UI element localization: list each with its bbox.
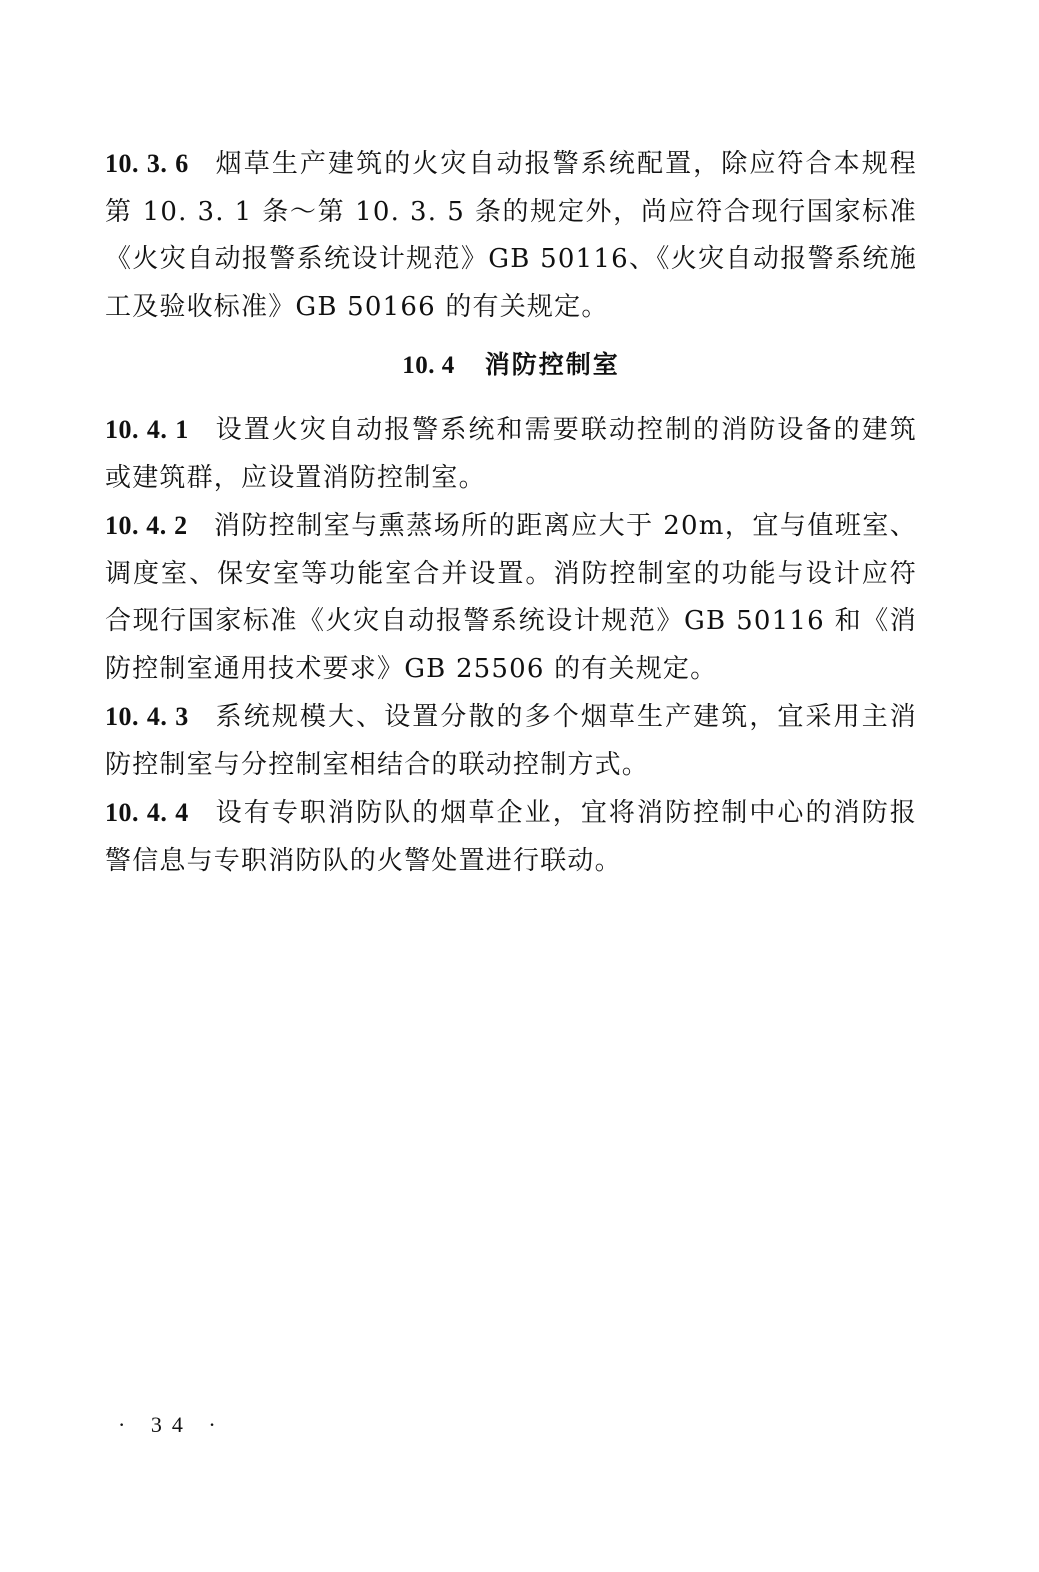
clause-text: 消防控制室与熏蒸场所的距离应大于 20m，宜与值班室、调度室、保安室等功能室合并设置。消防控制室的功能与设计应符合现行国家标准《火灾自动报警系统设计规范》GB 50116 和《消防控制室通用技术要求》GB 25506 的有关规定。 [105, 511, 917, 684]
clause-10-3-6 [105, 140, 917, 331]
clause-number: 10. 4. 4 [105, 798, 189, 827]
clause-number: 10. 4. 1 [105, 415, 189, 444]
document-body [105, 140, 917, 885]
clause-number: 10. 4. 3 [105, 702, 189, 731]
clause-number: 10. 4. 2 [105, 511, 188, 540]
clause-10-4-2 [105, 502, 917, 693]
clause-10-4-4 [105, 789, 917, 885]
section-title: 消防控制室 [484, 350, 620, 379]
section-number: 10. 4 [402, 352, 455, 379]
clause-text: 系统规模大、设置分散的多个烟草生产建筑，宜采用主消防控制室与分控制室相结合的联动控制方式。 [105, 702, 917, 780]
clause-text: 设置火灾自动报警系统和需要联动控制的消防设备的建筑或建筑群，应设置消防控制室。 [105, 415, 917, 493]
clause-text: 烟草生产建筑的火灾自动报警系统配置，除应符合本规程第 10. 3. 1 条～第 10. 3. 5 条的规定外，尚应符合现行国家标准《火灾自动报警系统设计规范》GB 50116、《火灾自动报警系统施工及验收标准》GB 50166 的有关规定。 [105, 149, 917, 322]
page-number: · 34 · [118, 1412, 226, 1437]
clause-text: 设有专职消防队的烟草企业，宜将消防控制中心的消防报警信息与专职消防队的火警处置进行联动。 [105, 798, 917, 876]
clause-number: 10. 3. 6 [105, 149, 189, 178]
clause-10-4-3 [105, 693, 917, 789]
clause-10-4-1 [105, 406, 917, 502]
section-heading [105, 345, 917, 386]
